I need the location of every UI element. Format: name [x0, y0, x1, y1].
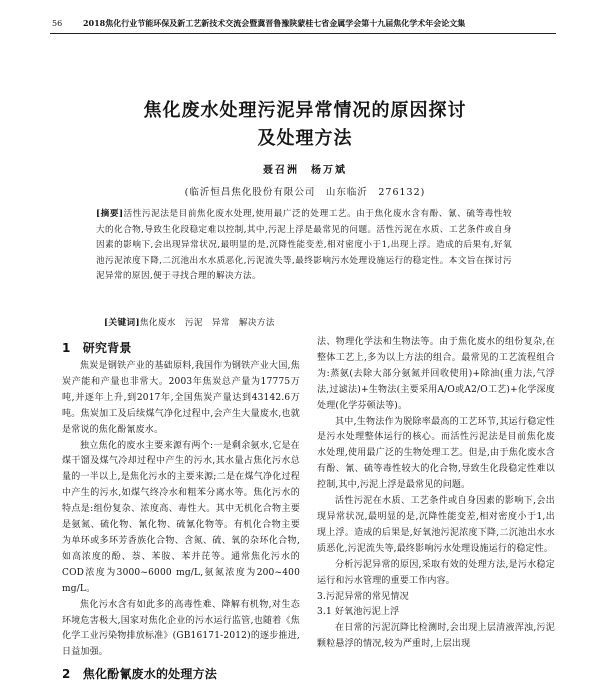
paragraph: 焦化污水含有如此多的高毒性难、降解有机物,对生态环境危害极大,国家对焦化企业的污水运行监管,也随着《焦化学工业污染物排放标准》(GB16171-2012)的逐步推进,日益加强。 — [62, 599, 300, 658]
page-number: 56 — [52, 19, 63, 28]
affiliation: (临沂恒昌焦化股份有限公司 山东临沂 276132) — [184, 187, 426, 198]
keywords-text: 焦化废水 污泥 异常 解决方法 — [139, 318, 275, 328]
section-1-heading: 1 研究背景 — [62, 341, 132, 355]
paragraph: 法、物理化学法和生物法等。由于焦化废水的组份复杂,在整体工艺上,多为以上方法的组合。最常见的工艺流程组合为:蒸氨(去除大部分氨氮并回收使用)+除油(重力法,气浮法,过滤法)+生物法(主要采用A/O或A2/O工艺)+化学深度处理(化学芬顿法等)。 — [317, 337, 555, 411]
running-title: 2018焦化行业节能环保及新工艺新技术交流会暨冀晋鲁豫陕蒙桂七省金属学会第十九届焦化学术年会论文集 — [82, 18, 466, 28]
right-column — [317, 335, 555, 692]
abstract-text: 活性污泥法是目前焦化废水处理,使用最广泛的处理工艺。由于焦化废水含有酚、氰、硫等毒性较大的化合物,导致生化段稳定难以控制,其中,污泥上浮是最常见的问题。活性污泥在水质、工艺条件或自身因素的影响下,会出现异常状况,最明显的是,沉降性能变差,相对密度小于1,出现上浮。造成的后果有,好氧池污泥浓度下降,二沉池出水水质恶化,污泥流失等,最终影响污水处理设施运行的稳定性。本文旨在探讨污泥异常的原因,便于寻找合理的解决方法。 — [96, 209, 513, 281]
paragraph: 焦炭是钢铁产业的基础原料,我国作为钢铁产业大国,焦炭产能和产量也非常大。2003年焦炭总产量为17775万吨,并逐年上升,到2017年,全国焦炭产量达到43142.6万吨。焦炭加工及后续煤气净化过程中,会产生大量废水,也就是常说的焦化酚氰废水。 — [62, 361, 300, 435]
abstract-label: [摘要] — [96, 209, 124, 219]
section-3-heading: 3.污泥异常的常见情况 — [317, 591, 409, 602]
left-column — [62, 335, 300, 692]
paragraph: 在日常的污泥沉降比检测时,会出现上层清液浑浊,污泥颗粒悬浮的情况,较为严重时,上层出现 — [317, 623, 555, 650]
subsection-3-1-heading: 3.1 好氧池污泥上浮 — [317, 607, 400, 618]
header-rule — [50, 33, 556, 34]
paragraph: 其中,生物法作为脱除率最高的工艺环节,其运行稳定性是污水处理整体运行的核心。而活性污泥法是目前焦化废水处理,使用最广泛的生物处理工艺。但是,由于焦化废水含有酚、氰、硫等毒性较大的化合物,导致生化段稳定性难以控制,其中,污泥上浮是最常见的问题。 — [317, 416, 555, 491]
paragraph: 分析污泥异常的原因,采取有效的处理方法,是污水稳定运行和污水管理的重要工作内容。 — [317, 559, 555, 586]
authors: 聂召洲 杨万斌 — [263, 165, 347, 176]
keywords — [104, 316, 504, 328]
keywords-label: [关键词] — [104, 318, 140, 328]
paragraph: 独立焦化的废水主要来源有两个:一是剩余氨水,它是在煤干馏及煤气冷却过程中产生的污水,其水量占焦化污水总量的一半以上,是焦化污水的主要来源;二是在煤气净化过程中产生的污水,如煤气终冷水和粗苯分离水等。焦化污水的特点是:组份复杂、浓度高、毒性大。其中无机化合物主要是氨氮、硫化物、氰化物、硫氰化物等。有机化合物主要为单环或多环芳香族化合物、含氮、硫、氧的杂环化合物,如高浓度的酚、萘、苯胺、苯并芘等。通常焦化污水的COD浓度为3000~6000 mg/L,氨氮浓度为200~400 mg/L。 — [62, 440, 300, 594]
paragraph: 活性污泥在水质、工艺条件或自身因素的影响下,会出现异常状况,最明显的是,沉降性能变差,相对密度小于1,出现上浮。造成的后果是,好氧池污泥浓度下降,二沉池出水水质恶化,污泥流失等,最终影响污水处理设施运行的稳定性。 — [317, 496, 555, 554]
abstract — [96, 207, 512, 285]
running-header — [52, 16, 556, 30]
section-2-heading: 2 焦化酚氰废水的处理方法 — [62, 667, 217, 682]
paper-title-line-1: 焦化废水处理污泥异常情况的原因探讨 — [143, 100, 467, 121]
paper-title-line-2: 及处理方法 — [257, 128, 353, 149]
